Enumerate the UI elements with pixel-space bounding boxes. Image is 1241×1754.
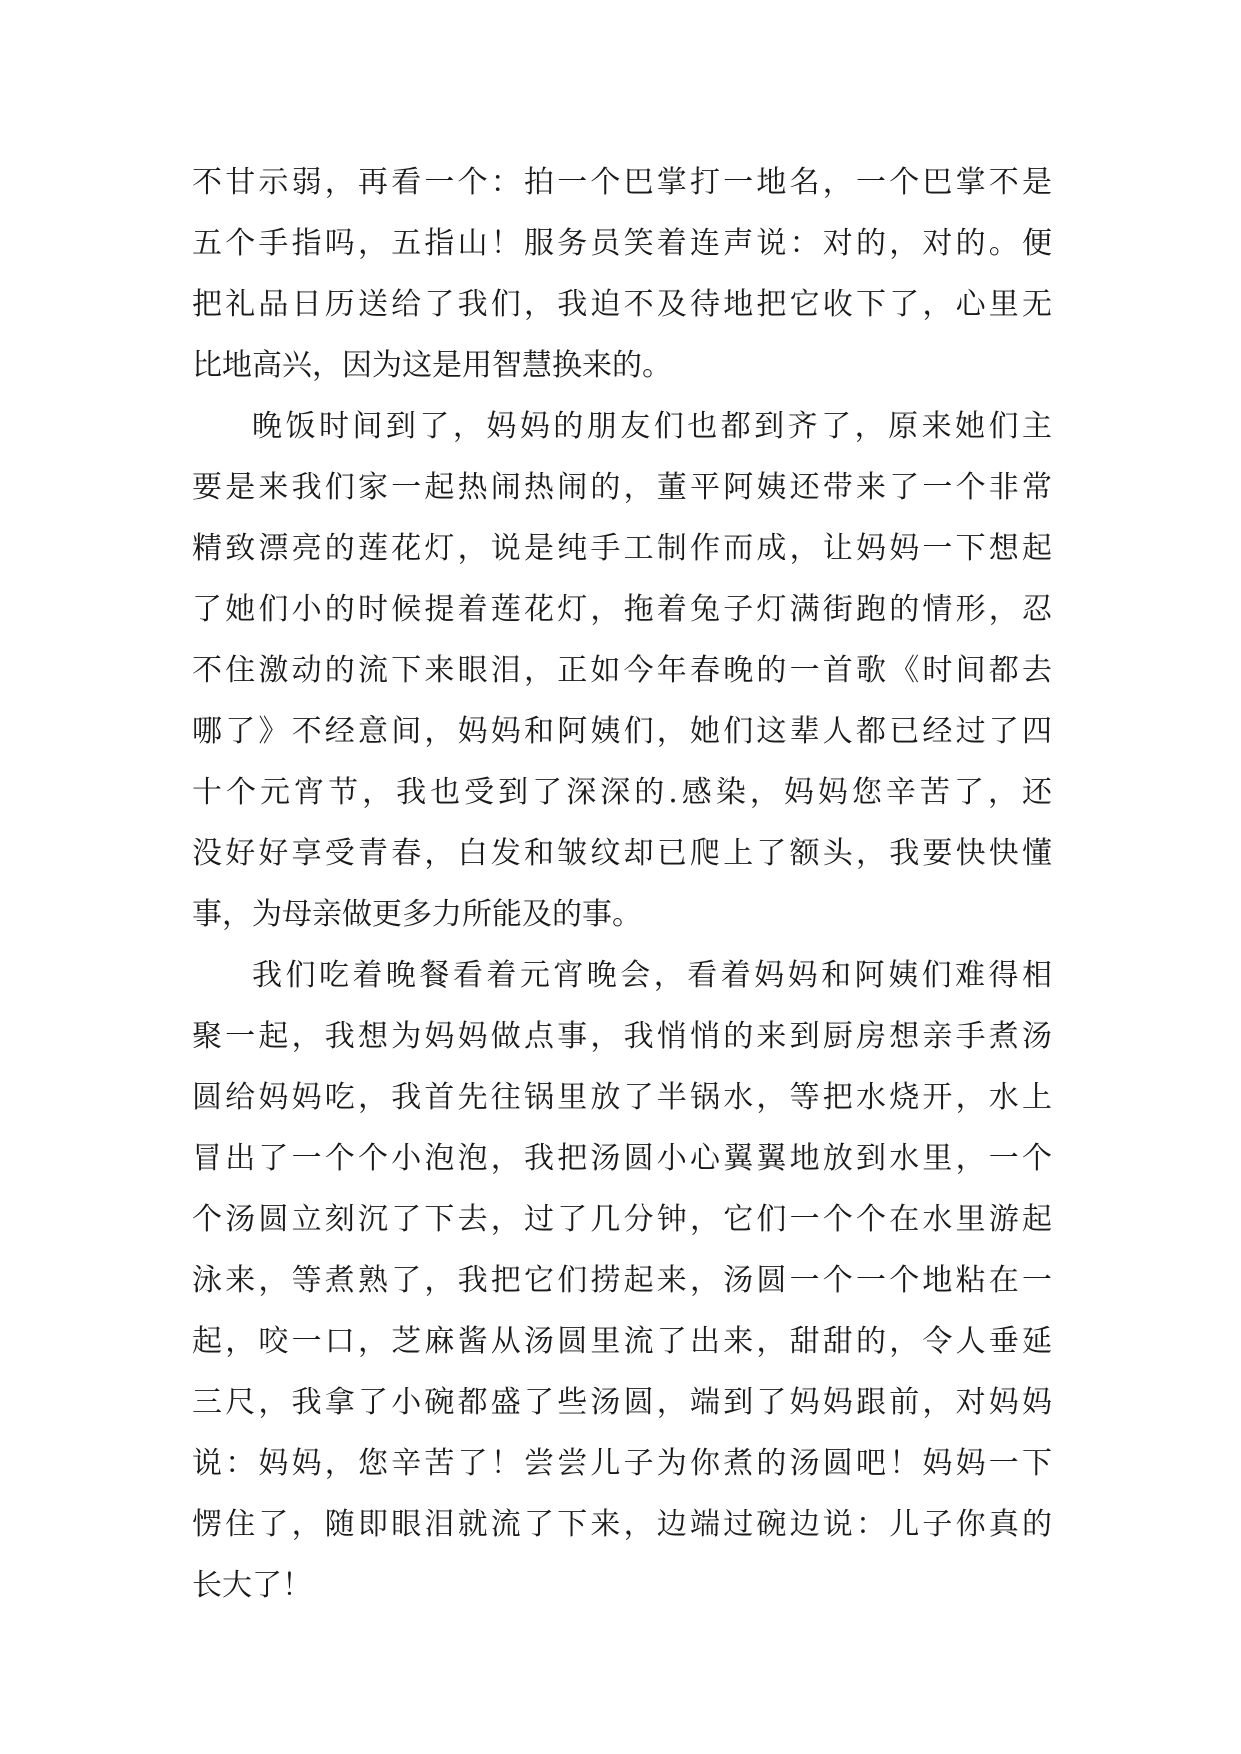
text-line: 把礼品日历送给了我们，我迫不及待地把它收下了，心里无 <box>192 287 1052 322</box>
text-line: 没好好享受青春，白发和皱纹却已爬上了额头，我要快快懂 <box>192 836 1052 871</box>
text-line: 说：妈妈，您辛苦了！尝尝儿子为你煮的汤圆吧！妈妈一下 <box>192 1446 1052 1481</box>
text-line: 愣住了，随即眼泪就流了下来，边端过碗边说：儿子你真的 <box>192 1507 1052 1542</box>
paragraph <box>192 945 1052 1616</box>
text-line: 冒出了一个个小泡泡，我把汤圆小心翼翼地放到水里，一个 <box>192 1141 1052 1176</box>
document-body <box>192 152 1052 1616</box>
text-line: 五个手指吗，五指山！服务员笑着连声说：对的，对的。便 <box>192 226 1052 261</box>
text-line: 圆给妈妈吃，我首先往锅里放了半锅水，等把水烧开，水上 <box>192 1080 1052 1115</box>
text-line: 三尺，我拿了小碗都盛了些汤圆，端到了妈妈跟前，对妈妈 <box>192 1385 1052 1420</box>
text-line: 事，为母亲做更多力所能及的事。 <box>192 897 642 932</box>
text-line: 精致漂亮的莲花灯，说是纯手工制作而成，让妈妈一下想起 <box>192 531 1052 566</box>
text-line: 聚一起，我想为妈妈做点事，我悄悄的来到厨房想亲手煮汤 <box>192 1019 1052 1054</box>
text-line: 泳来，等煮熟了，我把它们捞起来，汤圆一个一个地粘在一 <box>192 1263 1052 1298</box>
text-line: 要是来我们家一起热闹热闹的，董平阿姨还带来了一个非常 <box>192 470 1052 505</box>
text-line: 起，咬一口，芝麻酱从汤圆里流了出来，甜甜的，令人垂延 <box>192 1324 1052 1359</box>
text-line: 我们吃着晚餐看着元宵晚会，看着妈妈和阿姨们难得相 <box>252 958 1052 993</box>
text-line: 十个元宵节，我也受到了深深的.感染，妈妈您辛苦了，还 <box>192 775 1052 810</box>
text-line: 个汤圆立刻沉了下去，过了几分钟，它们一个个在水里游起 <box>192 1202 1052 1237</box>
text-line: 长大了！ <box>192 1568 312 1603</box>
text-line: 比地高兴，因为这是用智慧换来的。 <box>192 348 672 383</box>
paragraph <box>192 396 1052 945</box>
text-line: 晚饭时间到了，妈妈的朋友们也都到齐了，原来她们主 <box>252 409 1052 444</box>
text-line: 哪了》不经意间，妈妈和阿姨们，她们这辈人都已经过了四 <box>192 714 1052 749</box>
text-line: 了她们小的时候提着莲花灯，拖着兔子灯满街跑的情形，忍 <box>192 592 1052 627</box>
text-line: 不住激动的流下来眼泪，正如今年春晚的一首歌《时间都去 <box>192 653 1052 688</box>
paragraph <box>192 152 1052 396</box>
text-line: 不甘示弱，再看一个：拍一个巴掌打一地名，一个巴掌不是 <box>192 165 1052 200</box>
